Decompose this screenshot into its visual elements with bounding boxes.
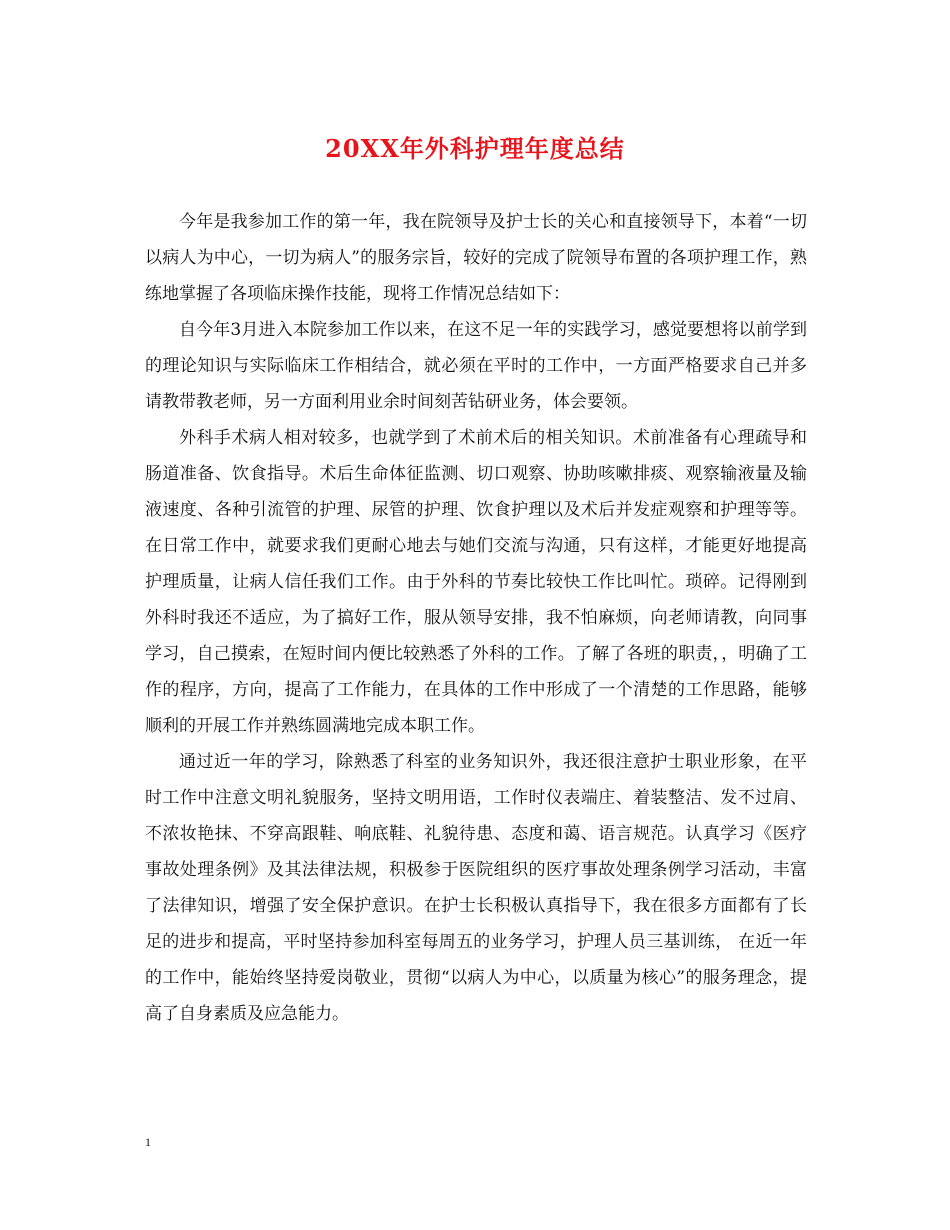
page-title: 20XX年外科护理年度总结 [325, 134, 625, 163]
paragraph-study: 自今年3月进入本院参加工作以来，在这不足一年的实践学习，感觉要想将以前学到的理论知识与实际临床工作相结合，就必须在平时的工作中，一方面严格要求自己并多请教带教老师，另一方面利用业余时间刻苦钻研业务，体会要领。 [145, 320, 807, 412]
document-body [145, 204, 807, 1032]
paragraph-professional-image: 通过近一年的学习，除熟悉了科室的业务知识外，我还很注意护士职业形象，在平时工作中注意文明礼貌服务，坚持文明用语，工作时仪表端庄、着装整洁、发不过肩、不浓妆艳抹、不穿高跟鞋、响底鞋、礼貌待患、态度和蔼、语言规范。认真学习《医疗事故处理条例》及其法律法规，积极参于医院组织的医疗事故处理条例学习活动，丰富了法律知识，增强了安全保护意识。在护士长积极认真指导下，我在很多方面都有了长足的进步和提高，平时坚持参加科室每周五的业务学习，护理人员三基训练， 在近一年的工作中，能始终坚持爱岗敬业，贯彻“以病人为中心，以质量为核心”的服务理念，提高了自身素质及应急能力。 [145, 752, 807, 1024]
paragraph-surgery-care: 外科手术病人相对较多，也就学到了术前术后的相关知识。术前准备有心理疏导和肠道准备、饮食指导。术后生命体征监测、切口观察、协助咳嗽排痰、观察输液量及输液速度、各种引流管的护理、尿管的护理、饮食护理以及术后并发症观察和护理等等。在日常工作中，就要求我们更耐心地去与她们交流与沟通，只有这样，才能更好地提高护理质量，让病人信任我们工作。由于外科的节奏比较快工作比叫忙。琐碎。记得刚到外科时我还不适应，为了搞好工作，服从领导安排，我不怕麻烦，向老师请教，向同事学习，自己摸索，在短时间内便比较熟悉了外科的工作。了解了各班的职责，，明确了工作的程序，方向，提高了工作能力，在具体的工作中形成了一个清楚的工作思路，能够顺利的开展工作并熟练圆满地完成本职工作。 [145, 428, 807, 736]
paragraph-intro: 今年是我参加工作的第一年，我在院领导及护士长的关心和直接领导下，本着“一切以病人为中心，一切为病人”的服务宗旨，较好的完成了院领导布置的各项护理工作，熟练地掌握了各项临床操作技能，现将工作情况总结如下： [145, 212, 807, 304]
page-number: 1 [145, 1135, 151, 1149]
